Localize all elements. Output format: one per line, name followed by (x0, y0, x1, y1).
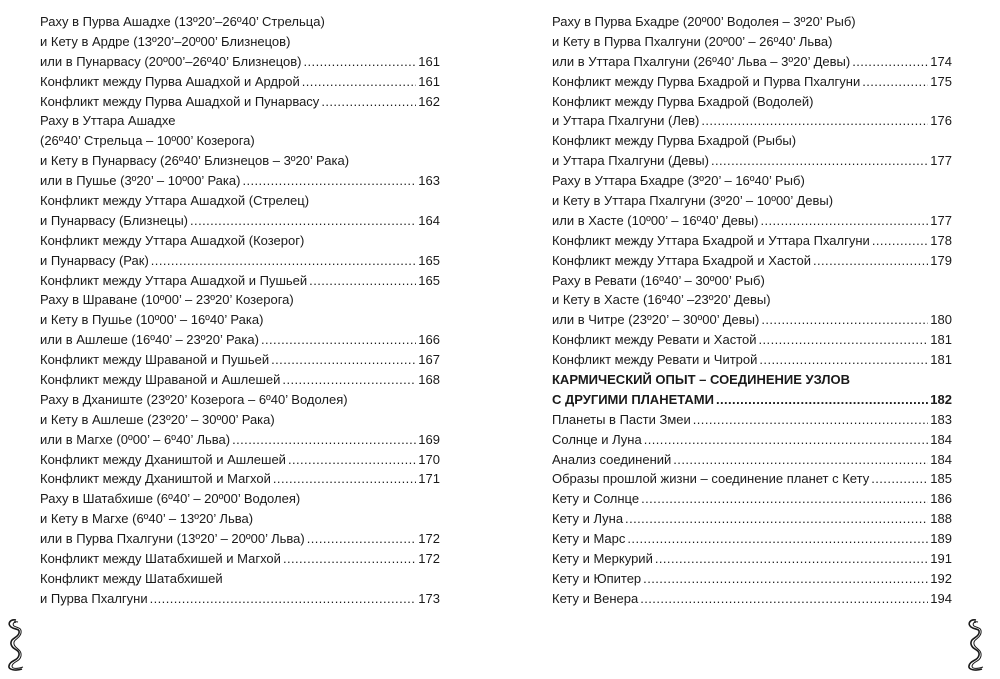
toc-page-number: 182 (930, 391, 952, 407)
toc-entry-title: Солнце и Луна (552, 431, 642, 447)
toc-entry-title: Раху в Пурва Ашадхе (13º20’–26º40’ Стрельца) (40, 14, 325, 29)
toc-entry-title: или в Пушье (3º20’ – 10º00’ Рака) (40, 173, 241, 189)
toc-entry (552, 390, 952, 410)
toc-entry-title: Конфликт между Пурва Бхадрой (Водолей) (552, 93, 814, 109)
toc-entry (552, 410, 952, 430)
dot-leader (872, 231, 928, 251)
toc-entry (552, 211, 952, 231)
toc-entry-title: Кету и Марс (552, 531, 626, 547)
toc-page-number: 184 (930, 431, 952, 447)
dot-leader (711, 151, 928, 171)
toc-entry-title: и Кету в Ашлеше (23º20’ – 30º00’ Рака) (40, 411, 275, 427)
toc-entry-title: Раху в Пурва Бхадре (20º00’ Водолея – 3º20’ Рыб) (552, 14, 856, 29)
toc-page-number: 166 (418, 332, 440, 348)
toc-page-number: 189 (930, 531, 952, 547)
dot-leader (273, 469, 416, 489)
toc-entry-title: Кету и Венера (552, 590, 639, 606)
toc-page-number: 176 (930, 113, 952, 129)
toc-entry (552, 330, 952, 350)
toc-entry (552, 231, 952, 251)
toc-entry-title: Конфликт между Шраваной и Ашлешей (40, 372, 281, 388)
toc-entry-title: Конфликт между Уттара Ашадхой и Пушьей (40, 272, 308, 288)
toc-page-number: 177 (930, 153, 952, 169)
dot-leader (190, 211, 416, 231)
toc-entry-title: или в Хасте (10º00’ – 16º40’ Девы) (552, 212, 759, 228)
dot-leader (150, 589, 417, 609)
toc-entry-title: и Кету в Магхе (6º40’ – 13º20’ Льва) (40, 511, 254, 527)
toc-entry-title: Кету и Меркурий (552, 551, 653, 567)
toc-entry-title: Раху в Шраване (10º00’ – 23º20’ Козерога) (40, 292, 294, 308)
dot-leader (302, 72, 417, 92)
toc-entry-title: Конфликт между Уттара Ашадхой (Стрелец) (40, 193, 310, 209)
toc-entry-title: и Уттара Пхалгуни (Девы) (552, 153, 709, 169)
toc-heading-line (552, 131, 952, 151)
toc-right-column (552, 12, 952, 609)
toc-heading-line (40, 12, 440, 32)
toc-entry (40, 251, 440, 271)
toc-entry (40, 330, 440, 350)
toc-entry (40, 589, 440, 609)
dot-leader (862, 72, 928, 92)
toc-page-number: 164 (418, 212, 440, 228)
dot-leader (655, 549, 928, 569)
toc-heading-line (552, 290, 952, 310)
dot-leader (852, 52, 928, 72)
dot-leader (641, 489, 928, 509)
toc-page-number: 181 (930, 332, 952, 348)
toc-page-number: 168 (418, 372, 440, 388)
toc-entry-title: и Пунарвасу (Близнецы) (40, 212, 189, 228)
toc-entry-title: Конфликт между Пурва Бхадрой (Рыбы) (552, 133, 797, 149)
dot-leader (716, 390, 928, 410)
toc-heading-line (552, 370, 952, 390)
dot-leader (871, 469, 928, 489)
toc-heading-line (40, 509, 440, 529)
toc-heading-line (40, 191, 440, 211)
dot-leader (693, 410, 929, 430)
toc-entry-title: Образы прошлой жизни – соединение планет с Кету (552, 471, 870, 487)
toc-heading-line (40, 290, 440, 310)
toc-heading-line (552, 12, 952, 32)
dot-leader (304, 52, 417, 72)
dot-leader (643, 569, 928, 589)
toc-entry-title: Кету и Солнце (552, 491, 640, 507)
toc-entry (552, 589, 952, 609)
toc-page-number: 167 (418, 352, 440, 368)
toc-entry-title: и Кету в Пушье (10º00’ – 16º40’ Рака) (40, 312, 264, 328)
toc-entry (40, 52, 440, 72)
toc-heading-line (552, 271, 952, 291)
toc-entry (40, 529, 440, 549)
toc-entry-title: Конфликт между Уттара Бхадрой и Хастой (552, 252, 811, 268)
toc-page-number: 172 (418, 531, 440, 547)
dot-leader (760, 211, 928, 231)
toc-entry (40, 450, 440, 470)
toc-heading-line (40, 410, 440, 430)
toc-entry-title: и Пунарвасу (Рак) (40, 252, 149, 268)
toc-page-number: 181 (930, 352, 952, 368)
toc-entry-title: (26º40’ Стрельца – 10º00’ Козерога) (40, 133, 255, 149)
dot-leader (307, 529, 417, 549)
toc-heading-line (40, 231, 440, 251)
toc-heading-line (552, 171, 952, 191)
dot-leader (625, 509, 928, 529)
toc-entry (552, 489, 952, 509)
toc-heading-line (40, 310, 440, 330)
toc-heading-line (552, 191, 952, 211)
toc-entry-title: или в Магхе (0º00’ – 6º40’ Льва) (40, 431, 231, 447)
toc-entry (40, 430, 440, 450)
toc-entry-title: и Пурва Пхалгуни (40, 590, 148, 606)
toc-entry-title: Конфликт между Уттара Ашадхой (Козерог) (40, 232, 305, 248)
snake-icon (962, 616, 988, 672)
dot-leader (282, 370, 416, 390)
toc-entry (552, 430, 952, 450)
toc-entry (40, 350, 440, 370)
toc-entry-title: Раху в Дханиште (23º20’ Козерога – 6º40’ Водолея) (40, 391, 348, 407)
toc-page-number: 171 (418, 471, 440, 487)
toc-heading-line (40, 131, 440, 151)
toc-heading-line (40, 32, 440, 52)
toc-entry (40, 370, 440, 390)
toc-left-column (40, 12, 440, 609)
toc-page-number: 188 (930, 511, 952, 527)
toc-entry-title: С ДРУГИМИ ПЛАНЕТАМИ (552, 391, 714, 407)
toc-entry-title: Конфликт между Дхаништой и Магхой (40, 471, 271, 487)
toc-entry (40, 72, 440, 92)
toc-page-number: 178 (930, 232, 952, 248)
toc-entry-title: Конфликт между Пурва Ашадхой и Пунарвасу (40, 93, 320, 109)
toc-page-number: 163 (418, 173, 440, 189)
toc-entry-title: Анализ соединений (552, 451, 672, 467)
toc-heading-line (40, 489, 440, 509)
toc-entry-title: Раху в Шатабхише (6º40’ – 20º00’ Водолея) (40, 491, 301, 507)
dot-leader (761, 310, 928, 330)
toc-entry-title: и Кету в Уттара Пхалгуни (3º20’ – 10º00’ Девы) (552, 193, 834, 209)
toc-entry (552, 72, 952, 92)
toc-entry (552, 52, 952, 72)
toc-entry (552, 469, 952, 489)
toc-entry (552, 549, 952, 569)
toc-page-number: 165 (418, 252, 440, 268)
toc-entry-title: Конфликт между Дхаништой и Ашлешей (40, 451, 286, 467)
toc-entry-title: Конфликт между Пурва Бхадрой и Пурва Пхалгуни (552, 73, 861, 89)
dot-leader (261, 330, 416, 350)
toc-entry-title: или в Пурва Пхалгуни (13º20’ – 20º00’ Льва) (40, 531, 305, 547)
toc-entry-title: или в Читре (23º20’ – 30º00’ Девы) (552, 312, 760, 328)
toc-entry-title: Конфликт между Шраваной и Пушьей (40, 352, 270, 368)
toc-heading-line (40, 151, 440, 171)
toc-entry (40, 549, 440, 569)
dot-leader (640, 589, 928, 609)
toc-entry-title: Планеты в Пасти Змеи (552, 411, 691, 427)
toc-entry (40, 92, 440, 112)
toc-page-number: 161 (418, 73, 440, 89)
dot-leader (673, 450, 928, 470)
toc-entry-title: Раху в Уттара Бхадре (3º20’ – 16º40’ Рыб) (552, 173, 805, 189)
toc-page-number: 170 (418, 451, 440, 467)
toc-heading-line (40, 111, 440, 131)
dot-leader (242, 171, 416, 191)
dot-leader (288, 450, 416, 470)
toc-entry-title: Конфликт между Пурва Ашадхой и Ардрой (40, 73, 300, 89)
dot-leader (701, 111, 928, 131)
toc-entry-title: и Кету в Хасте (16º40’ –23º20’ Девы) (552, 292, 771, 308)
toc-entry (40, 469, 440, 489)
toc-page-number: 177 (930, 212, 952, 228)
toc-heading-line (552, 32, 952, 52)
toc-entry-title: Кету и Луна (552, 511, 624, 527)
toc-page-number: 161 (418, 53, 440, 69)
dot-leader (644, 430, 929, 450)
toc-entry-title: Конфликт между Шатабхишей и Магхой (40, 551, 281, 567)
toc-entry-title: Кету и Юпитер (552, 570, 642, 586)
toc-entry-title: или в Уттара Пхалгуни (26º40’ Льва – 3º20’ Девы) (552, 53, 851, 69)
dot-leader (759, 330, 929, 350)
toc-page-number: 192 (930, 570, 952, 586)
dot-leader (271, 350, 416, 370)
toc-entry-title: и Кету в Пунарвасу (26º40’ Близнецов – 3º20’ Рака) (40, 153, 350, 169)
toc-heading-line (552, 92, 952, 112)
toc-entry (552, 509, 952, 529)
toc-entry-title: КАРМИЧЕСКИЙ ОПЫТ – СОЕДИНЕНИЕ УЗЛОВ (552, 372, 851, 388)
toc-page-number: 191 (930, 551, 952, 567)
toc-page-number: 184 (930, 451, 952, 467)
toc-entry-title: и Уттара Пхалгуни (Лев) (552, 113, 700, 129)
dot-leader (283, 549, 416, 569)
toc-page-number: 183 (930, 411, 952, 427)
toc-entry (552, 350, 952, 370)
toc-entry-title: и Кету в Ардре (13º20’–20º00’ Близнецов) (40, 33, 291, 49)
toc-entry (40, 271, 440, 291)
dot-leader (309, 271, 416, 291)
toc-entry (552, 529, 952, 549)
toc-entry (552, 450, 952, 470)
toc-entry-title: и Кету в Пурва Пхалгуни (20º00’ – 26º40’ Льва) (552, 33, 833, 49)
toc-page-number: 162 (418, 93, 440, 109)
toc-entry-title: Конфликт между Шатабхишей (40, 570, 223, 586)
toc-page-number: 174 (930, 53, 952, 69)
toc-entry-title: Конфликт между Ревати и Читрой (552, 352, 758, 368)
dot-leader (321, 92, 416, 112)
toc-entry (40, 171, 440, 191)
toc-page-number: 185 (930, 471, 952, 487)
toc-entry (552, 310, 952, 330)
toc-page-number: 186 (930, 491, 952, 507)
toc-page-number: 179 (930, 252, 952, 268)
toc-page-number: 165 (418, 272, 440, 288)
toc-entry (552, 251, 952, 271)
toc-entry (40, 211, 440, 231)
dot-leader (627, 529, 928, 549)
dot-leader (232, 430, 416, 450)
toc-entry-title: Конфликт между Ревати и Хастой (552, 332, 757, 348)
toc-entry-title: или в Ашлеше (16º40’ – 23º20’ Рака) (40, 332, 259, 348)
dot-leader (759, 350, 928, 370)
toc-heading-line (40, 569, 440, 589)
toc-page-number: 175 (930, 73, 952, 89)
toc-entry (552, 569, 952, 589)
toc-entry-title: Раху в Ревати (16º40’ – 30º00’ Рыб) (552, 272, 765, 288)
toc-entry (552, 151, 952, 171)
toc-heading-line (40, 390, 440, 410)
dot-leader (151, 251, 417, 271)
toc-entry-title: Раху в Уттара Ашадхе (40, 113, 176, 129)
dot-leader (813, 251, 928, 271)
toc-page-number: 194 (930, 590, 952, 606)
toc-entry-title: Конфликт между Уттара Бхадрой и Уттара Пхалгуни (552, 232, 870, 248)
toc-entry-title: или в Пунарвасу (20º00’–26º40’ Близнецов) (40, 53, 302, 69)
toc-page-number: 169 (418, 431, 440, 447)
snake-icon (2, 616, 28, 672)
toc-page-number: 172 (418, 551, 440, 567)
toc-page-number: 173 (418, 590, 440, 606)
toc-page-number: 180 (930, 312, 952, 328)
toc-entry (552, 111, 952, 131)
